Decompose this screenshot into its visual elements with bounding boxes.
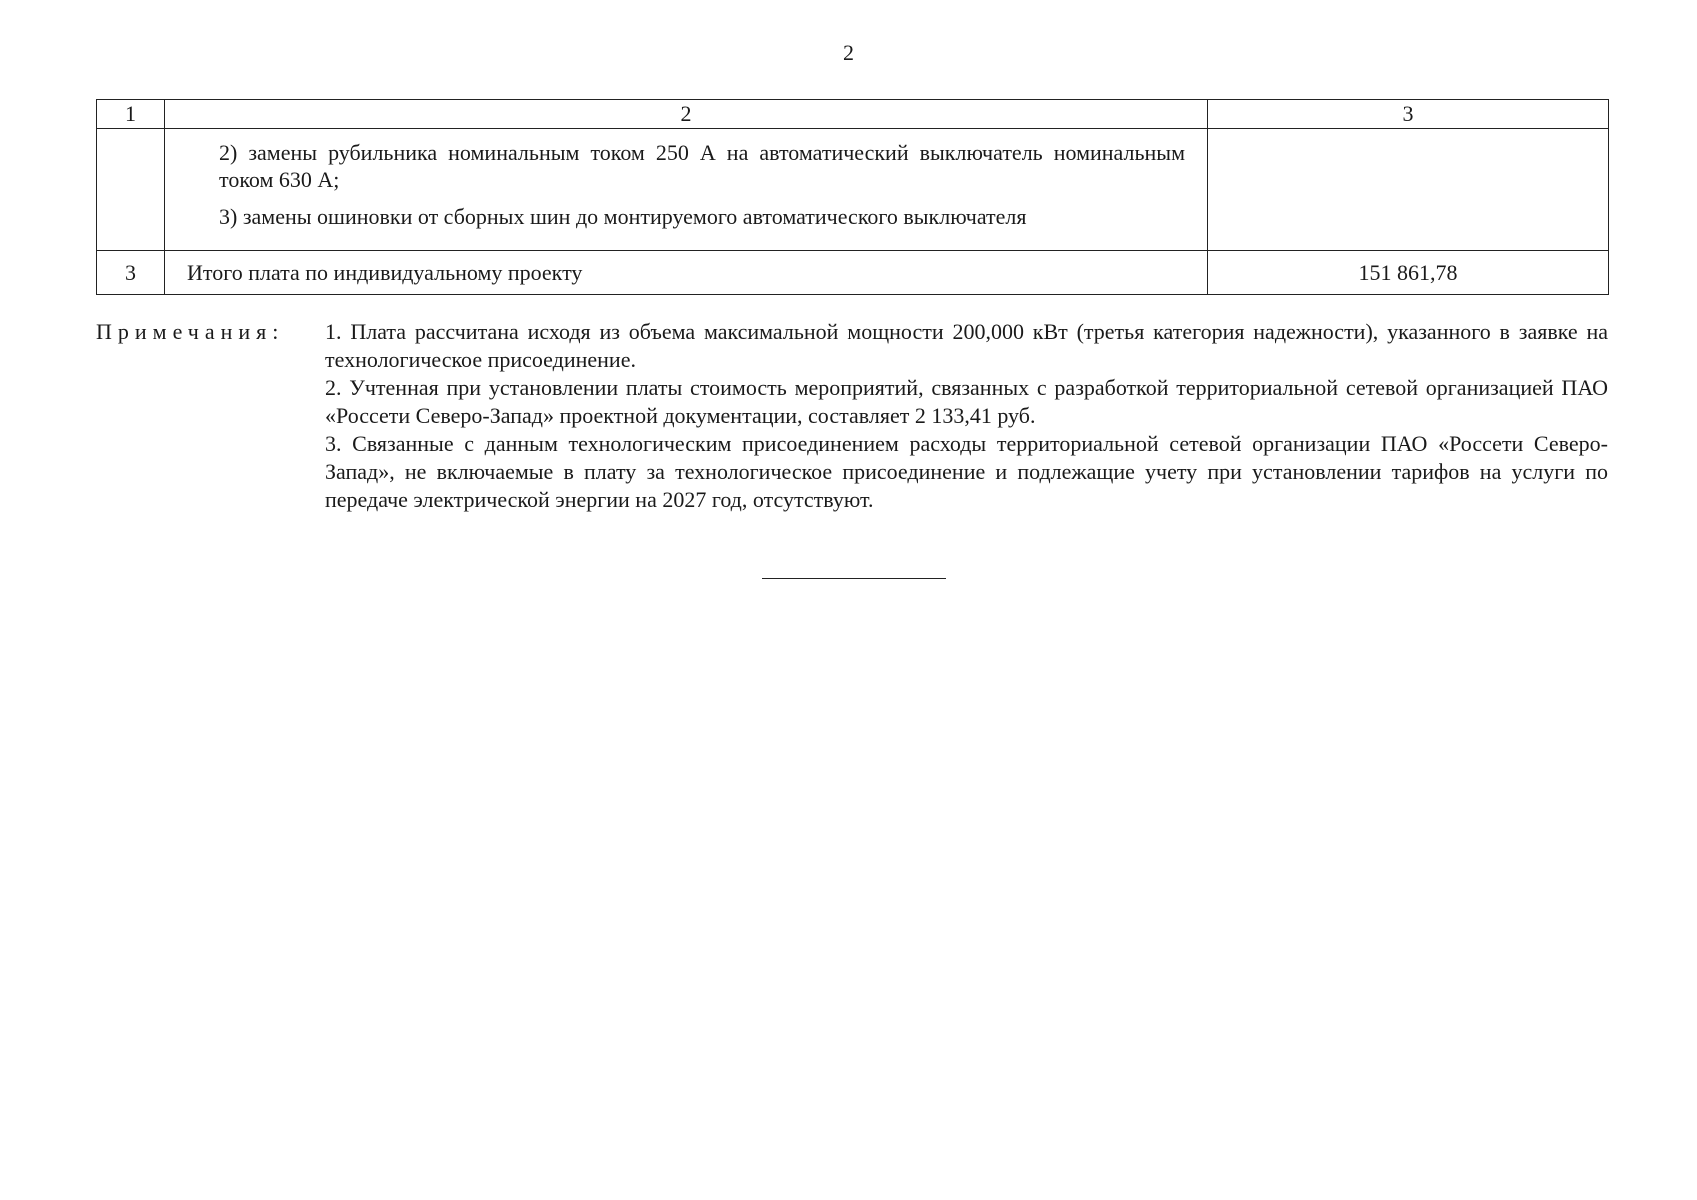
row-number-cell [97,129,165,251]
note-item-1: 1. Плата рассчитана исходя из объема максимальной мощности 200,000 кВт (третья категория надежности), указанного в заявке на технологическое присоединение. [325,319,1608,372]
fee-table [96,99,1609,295]
header-cell-1: 1 [97,100,165,129]
total-row-value: 151 861,78 [1208,251,1609,295]
total-row-number: 3 [97,251,165,295]
total-row [97,251,1609,295]
row-description-cell [165,129,1208,251]
table-row [97,129,1609,251]
note-item-3: 3. Связанные с данным технологическим присоединением расходы территориальной сетевой организации ПАО «Россети Северо-Запад», не включаемые в плату за технологическое присоединение и подлежащие учету при установлении тарифов на услуги по передаче электрической энергии на 2027 год, отсутствуют. [325,431,1608,512]
notes-list [325,318,1608,514]
description-line: 2) замены рубильника номинальным током 250 А на автоматический выключатель номинальным током 630 А; [219,140,1185,192]
table-header-row [97,100,1609,129]
page-number: 2 [843,40,854,65]
header-cell-3: 3 [1208,100,1609,129]
header-cell-2: 2 [165,100,1208,129]
notes-label: Примечания: [96,319,285,344]
description-line: 3) замены ошиновки от сборных шин до монтируемого автоматического выключателя [219,204,1027,229]
note-item-2: 2. Учтенная при установлении платы стоимость мероприятий, связанных с разработкой территориальной сетевой организацией ПАО «Россети Северо-Запад» проектной документации, составляет 2 133,41 руб. [325,375,1608,428]
row-value-cell [1208,129,1609,251]
total-row-label: Итого плата по индивидуальному проекту [165,251,1208,295]
end-of-document-rule [762,578,946,579]
